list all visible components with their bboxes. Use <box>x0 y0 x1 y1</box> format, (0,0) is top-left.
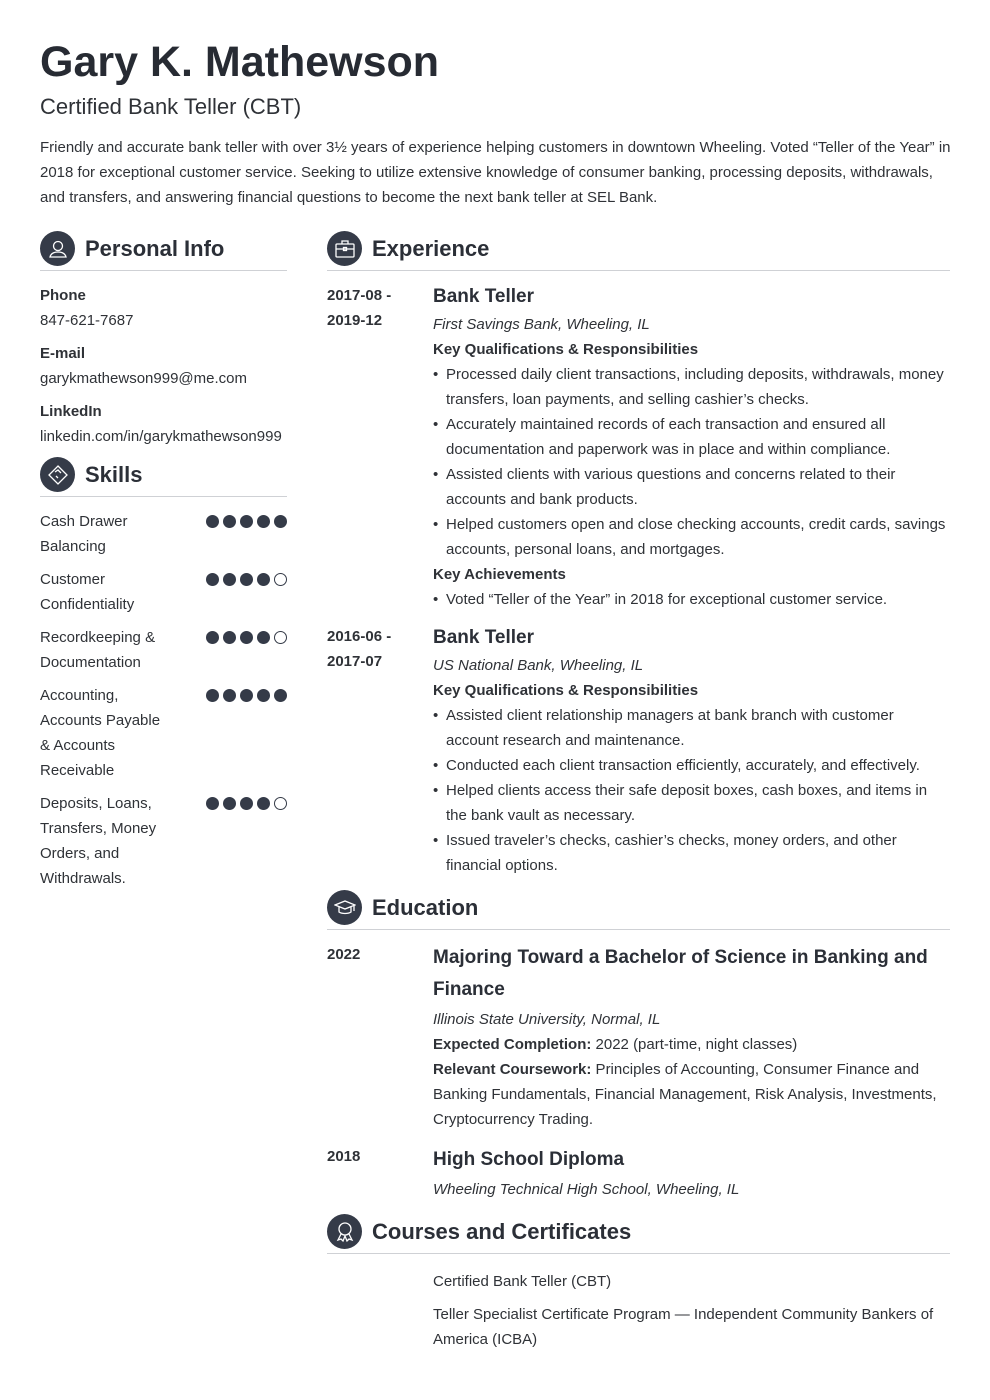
filled-dot-icon <box>274 689 287 702</box>
section-title: Experience <box>372 236 490 261</box>
contact-label: LinkedIn <box>40 403 102 420</box>
job-entry <box>327 283 950 612</box>
certificate-item: Teller Specialist Certificate Program — Independent Community Bankers of America (ICBA) <box>433 1306 934 1348</box>
skill-item <box>40 567 287 617</box>
coursework <box>433 1057 950 1132</box>
filled-dot-icon <box>257 689 270 702</box>
edu-date: 2022 <box>327 946 361 963</box>
contact-label: Phone <box>40 287 86 304</box>
filled-dot-icon <box>240 515 253 528</box>
label: Expected Completion: <box>433 1036 592 1053</box>
expected-completion <box>433 1032 950 1057</box>
skill-rating <box>206 567 287 581</box>
filled-dot-icon <box>206 631 219 644</box>
courses-header <box>327 1214 950 1254</box>
award-icon <box>327 1214 362 1249</box>
handshake-icon <box>40 457 75 492</box>
filled-dot-icon <box>223 515 236 528</box>
bullet-item: • Assisted clients with various questions and concerns related to their accounts and bank products. <box>433 462 950 512</box>
label: Relevant Coursework: <box>433 1061 592 1078</box>
filled-dot-icon <box>257 515 270 528</box>
left-column <box>40 231 287 899</box>
empty-dot-icon <box>274 797 287 810</box>
bullet-item: • Conducted each client transaction efficiently, accurately, and effectively. <box>433 753 950 778</box>
contact-value: garykmathewson999@me.com <box>40 370 247 387</box>
filled-dot-icon <box>240 797 253 810</box>
briefcase-icon <box>327 231 362 266</box>
filled-dot-icon <box>223 573 236 586</box>
filled-dot-icon <box>223 689 236 702</box>
section-title: Courses and Certificates <box>372 1219 632 1244</box>
job-dates <box>327 624 433 878</box>
filled-dot-icon <box>240 631 253 644</box>
bullet-item: • Issued traveler’s checks, cashier’s checks, money orders, and other financial options. <box>433 828 950 878</box>
job-employer: First Savings Bank, Wheeling, IL <box>433 316 650 333</box>
graduation-cap-icon <box>327 890 362 925</box>
bullet-item: • Accurately maintained records of each transaction and ensured all documentation and paperwork was in place and within compliance. <box>433 412 950 462</box>
filled-dot-icon <box>257 797 270 810</box>
education-entry <box>327 1144 950 1202</box>
skill-item <box>40 509 287 559</box>
skill-name: Deposits, Loans, Transfers, Money Orders, and Withdrawals. <box>40 795 157 887</box>
responsibilities-list <box>433 703 950 878</box>
skills-header <box>40 457 287 497</box>
subheading: Key Qualifications & Responsibilities <box>433 341 699 358</box>
achievements-list <box>433 587 950 612</box>
job-title: Bank Teller <box>433 286 535 307</box>
contact-value: linkedin.com/in/garykmathewson999 <box>40 428 282 445</box>
skill-item <box>40 683 287 783</box>
skill-rating <box>206 683 287 697</box>
empty-dot-icon <box>274 631 287 644</box>
contact-item <box>40 399 287 449</box>
filled-dot-icon <box>274 515 287 528</box>
skill-item <box>40 791 287 891</box>
filled-dot-icon <box>206 515 219 528</box>
job-body <box>433 624 950 878</box>
skill-rating <box>206 791 287 805</box>
bullet-item: • Assisted client relationship managers at bank branch with customer account research and maintenance. <box>433 703 950 753</box>
section-title: Skills <box>85 462 143 487</box>
education-header <box>327 890 950 930</box>
filled-dot-icon <box>257 631 270 644</box>
edu-date: 2018 <box>327 1148 361 1165</box>
candidate-title: Certified Bank Teller (CBT) <box>40 94 302 119</box>
filled-dot-icon <box>257 573 270 586</box>
contact-item <box>40 341 287 391</box>
subheading: Key Achievements <box>433 566 566 583</box>
job-dates <box>327 283 433 612</box>
job-title: Bank Teller <box>433 627 535 648</box>
school: Illinois State University, Normal, IL <box>433 1011 661 1028</box>
filled-dot-icon <box>240 573 253 586</box>
skill-rating <box>206 509 287 523</box>
filled-dot-icon <box>206 573 219 586</box>
value: Principles of Accounting, Consumer Finance and Banking Fundamentals, Financial Management, Risk Analysis, Investments, Cryptocurrency Trading. <box>433 1061 937 1128</box>
skill-name: Cash Drawer Balancing <box>40 513 128 555</box>
filled-dot-icon <box>223 797 236 810</box>
bullet-item: • Voted “Teller of the Year” in 2018 for exceptional customer service. <box>433 587 950 612</box>
bullet-item: • Processed daily client transactions, including deposits, withdrawals, money transfers, loan payments, and selling cashier’s checks. <box>433 362 950 412</box>
filled-dot-icon <box>206 797 219 810</box>
degree-title: High School Diploma <box>433 1149 625 1170</box>
edu-body <box>433 1144 950 1202</box>
job-entry <box>327 624 950 878</box>
date-end: 2019-12 <box>327 312 383 329</box>
education-entry <box>327 942 950 1132</box>
filled-dot-icon <box>206 689 219 702</box>
experience-header <box>327 231 950 271</box>
skill-item <box>40 625 287 675</box>
edu-body <box>433 942 950 1132</box>
filled-dot-icon <box>240 689 253 702</box>
bullet-item: • Helped customers open and close checking accounts, credit cards, savings accounts, personal loans, and mortgages. <box>433 512 950 562</box>
responsibilities-list <box>433 362 950 562</box>
school: Wheeling Technical High School, Wheeling, IL <box>433 1181 740 1198</box>
contact-value: 847-621-7687 <box>40 312 134 329</box>
section-title: Personal Info <box>85 236 225 261</box>
job-employer: US National Bank, Wheeling, IL <box>433 657 644 674</box>
contact-item <box>40 283 287 333</box>
degree-title: Majoring Toward a Bachelor of Science in Banking and Finance <box>433 947 928 1000</box>
skill-name: Recordkeeping & Documentation <box>40 629 156 671</box>
subheading: Key Qualifications & Responsibilities <box>433 682 699 699</box>
personal-info-header <box>40 231 287 271</box>
contact-label: E-mail <box>40 345 86 362</box>
job-body <box>433 283 950 612</box>
user-icon <box>40 231 75 266</box>
date-end: 2017-07 <box>327 653 383 670</box>
section-title: Education <box>372 895 479 920</box>
right-column <box>327 231 950 1360</box>
empty-dot-icon <box>274 573 287 586</box>
filled-dot-icon <box>223 631 236 644</box>
skill-rating <box>206 625 287 639</box>
summary: Friendly and accurate bank teller with over 3½ years of experience helping customers in downtown Wheeling. Voted “Teller of the Year” in 2018 for exceptional customer service. Seeking to utilize extensive knowledge of consumer banking, processing deposits, withdrawals, and transfers, and answering financial questions to become the next bank teller at SEL Bank. <box>40 139 951 206</box>
skill-name: Accounting, Accounts Payable & Accounts Receivable <box>40 687 161 779</box>
skill-name: Customer Confidentiality <box>40 571 135 613</box>
date-start: 2016-06 - <box>327 628 392 645</box>
candidate-name: Gary K. Mathewson <box>40 38 440 86</box>
date-start: 2017-08 - <box>327 287 392 304</box>
certificate-item: Certified Bank Teller (CBT) <box>433 1273 612 1290</box>
value: 2022 (part-time, night classes) <box>591 1036 798 1053</box>
bullet-item: • Helped clients access their safe deposit boxes, cash boxes, and items in the bank vault as necessary. <box>433 778 950 828</box>
